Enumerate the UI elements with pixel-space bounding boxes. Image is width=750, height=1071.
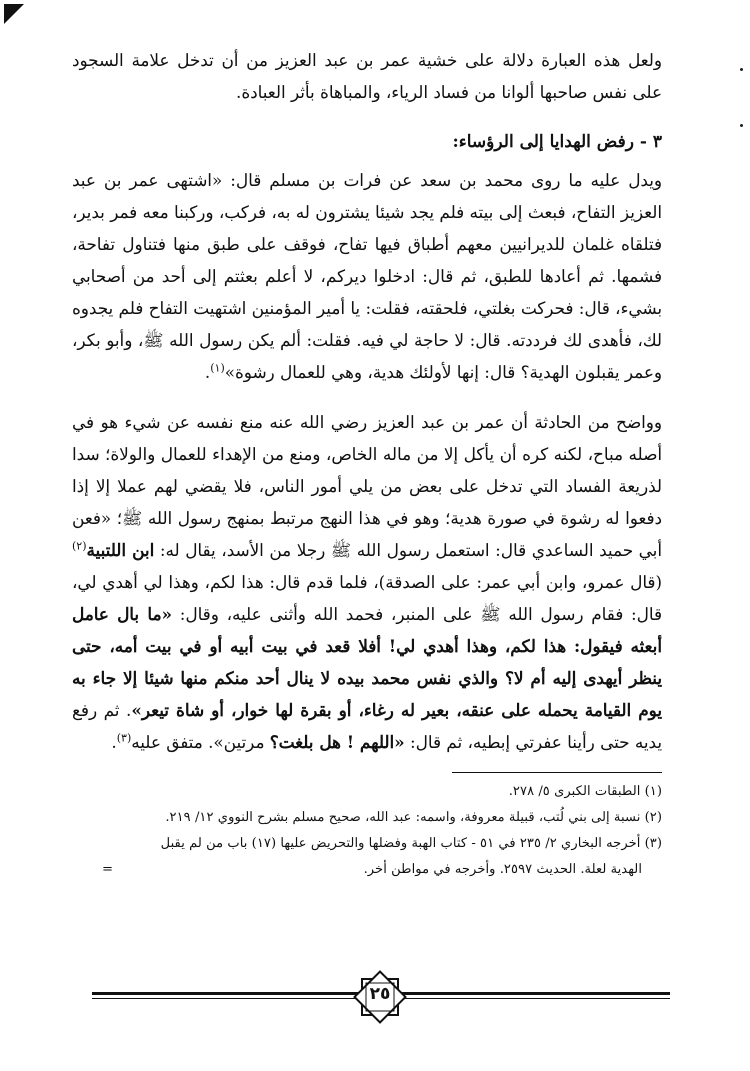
paragraph-1 [72, 44, 662, 108]
paragraph-3 [72, 406, 662, 758]
hadith-quote-bold-2: «اللهم ! هل بلغت؟ [269, 732, 405, 752]
page-footer [92, 964, 670, 1034]
paragraph-3c-text: . ثم رفع يديه حتى رأينا عفرتي إبطيه، ثم قال: [72, 700, 662, 752]
corner-triangle-mark [4, 4, 24, 24]
page-number: ٢٥ [369, 984, 391, 1004]
footnote-2: (٢) نسبة إلى بني لُتب، قبيلة معروفة، واسمه: عبد الله، صحيح مسلم بشرح النووي ١٢/ ٢١٩. [165, 810, 662, 825]
ibn-al-lutbiyya-name: ابن اللتبية [86, 540, 155, 560]
section-heading: ٣ - رفض الهدايا إلى الرؤساء: [452, 132, 662, 152]
paragraph-3b-text: (قال عمرو، وابن أبي عمر: على الصدقة)، فلما قدم قال: هذا لكم، وهذا لي أهدي لي، قال: فقام رسول الله ﷺ على المنبر، فحمد الله وأثنى عليه، وقال: [72, 572, 662, 624]
scan-dot [740, 124, 743, 127]
paragraph-3-end: . [111, 732, 117, 752]
footnote-ref-3[interactable]: (٣) [116, 731, 132, 745]
scan-dot [740, 68, 743, 71]
footnote-separator [452, 772, 662, 773]
paragraph-2-text: ويدل عليه ما روى محمد بن سعد عن فرات بن مسلم قال: «اشتهى عمر بن عبد العزيز التفاح، فبعث إلى بيته فلم يجد شيئا يشترون له به، فركب، وركبنا معه فمر بدير، فتلقاه غلمان للديرانيين معهم أطباق فيها تفاح، فوقف على طبق منها فتناول تفاحة، فشمها. ثم أعادها للطبق، ثم قال: ادخلوا ديركم، لا أعلم بعثتم إلى أحد من أصحابي بشيء، قال: فحركت بغلتي، فلحقته، فقلت: يا أمير المؤمنين اشتهيت التفاح فلم يجدوه لك، فأهدى لك فرددته. قال: لا حاجة لي فيه. فقلت: ألم يكن رسول الله ﷺ، وأبو بكر، وعمر يقبلون الهدية؟ قال: إنها لأولئك هدية، وهي للعمال رشوة» [72, 170, 662, 382]
hadith-quote-bold: «ما بال عامل أبعثه فيقول: هذا لكم، وهذا أهدي لي! أفلا قعد في بيت أبيه أو في بيت أمه، حتى ينظر أيهدى إليه أم لا؟ والذي نفس محمد بيده لا ينال أحد منكم منها شيئا إلا جاء به يوم القيامة يحمله على عنقه، بعير له رغاء، أو بقرة لها خوار، أو شاة تيعر» [72, 604, 662, 720]
page-body [72, 44, 662, 883]
page-number-badge [349, 966, 411, 1028]
footnote-3: (٣) أخرجه البخاري ٢/ ٢٣٥ في ٥١ - كتاب الهبة وفضلها والتحريض عليها (١٧) باب من لم يقبل [160, 836, 662, 851]
footnote-1: (١) الطبقات الكبرى ٥/ ٢٧٨. [508, 784, 662, 799]
paragraph-2-end: . [204, 362, 211, 382]
paragraph-3a-text: وواضح من الحادثة أن عمر بن عبد العزيز رضي الله عنه منع نفسه عن شيء هو في أصله مباح، لكنه كره أن يأكل إلا من ماله الخاص، ومنع من الإهداء للعمال والولاة؛ سدا لذريعة الفساد التي تدخل على بعض من يلي أمور الناس، فلا يقضي لهم عملا إلا إذا دفعوا له رشوة في صورة هدية؛ وهو في هذا النهج مرتبط بمنهج رسول الله ﷺ؛ «فعن أبي حميد الساعدي قال: استعمل رسول الله ﷺ رجلا من الأسد، يقال له: [72, 412, 662, 560]
footnote-ref-2[interactable]: (٢) [72, 539, 87, 553]
continuation-mark: = [102, 862, 114, 877]
paragraph-3c-text-2: مرتين». متفق عليه [131, 732, 270, 752]
paragraph-1-text: ولعل هذه العبارة دلالة على خشية عمر بن عبد العزيز من أن تدخل علامة السجود على نفس صاحبها ألوانا من فساد الرياء، والمباهاة بأثر العبادة. [72, 50, 662, 102]
footnote-ref-1[interactable]: (١) [210, 361, 225, 375]
footnote-3-continued-text: الهدية لعلة. الحديث ٢٥٩٧. وأخرجه في مواطن أخر. [363, 862, 642, 877]
footnote-3-continued [72, 857, 662, 883]
paragraph-2 [72, 164, 662, 388]
